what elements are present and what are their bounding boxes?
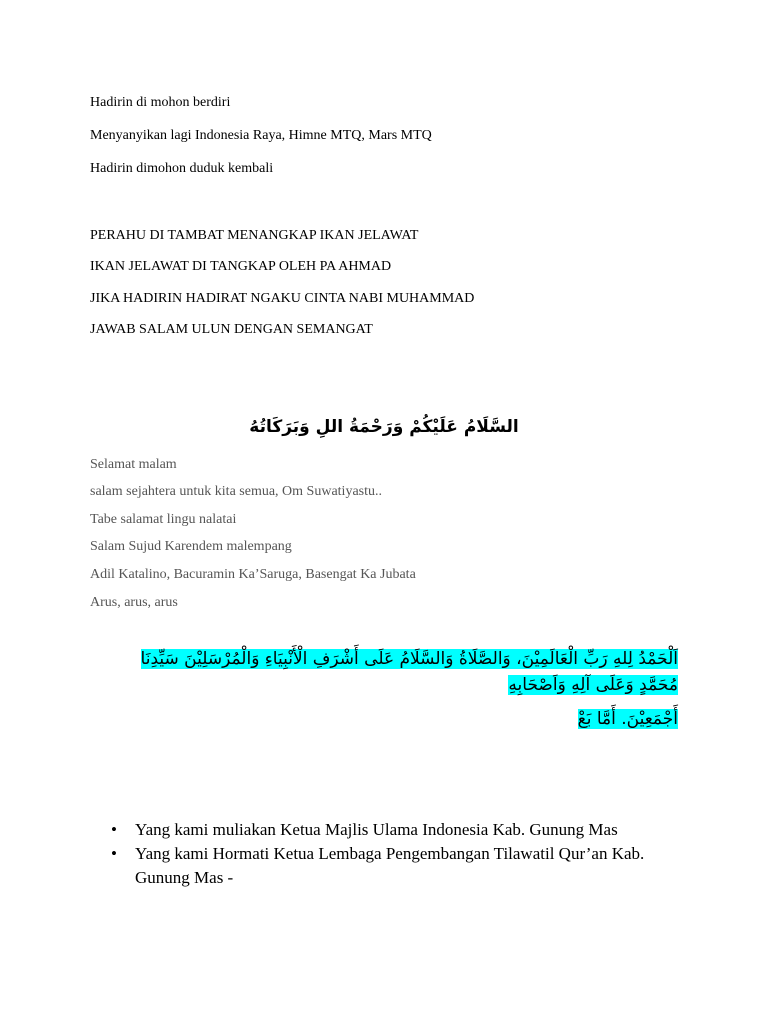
- list-item: [90, 818, 690, 842]
- bullet-icon: •: [111, 844, 117, 863]
- pantun-line-2: IKAN JELAWAT DI TANGKAP OLEH PA AHMAD: [90, 259, 392, 274]
- intro-line-stand: Hadirin di mohon berdiri: [90, 95, 231, 110]
- salam-arabic: السَّلَامُ عَلَيْكُمْ وَرَحْمَةُ اللِ وَبَرَكَاتُهُ: [249, 417, 519, 437]
- greeting-line-1: Selamat malam: [90, 457, 177, 472]
- hamdalah-text-2: مُحَمَّدٍ وَعَلَى آلِهِ وَاَصْحَابِهِ: [508, 675, 678, 695]
- pantun-line-4: JAWAB SALAM ULUN DENGAN SEMANGAT: [90, 322, 373, 337]
- bullet-icon: •: [111, 820, 117, 839]
- hamdalah-line-2: [508, 672, 678, 698]
- list-item-text: Yang kami muliakan Ketua Majlis Ulama Indonesia Kab. Gunung Mas: [135, 820, 618, 839]
- pantun-line-3: JIKA HADIRIN HADIRAT NGAKU CINTA NABI MUHAMMAD: [90, 291, 475, 306]
- acknowledgement-list: [90, 818, 690, 890]
- greeting-line-4: Salam Sujud Karendem malempang: [90, 539, 292, 554]
- greeting-line-6: Arus, arus, arus: [90, 595, 178, 610]
- greeting-line-3: Tabe salamat lingu nalatai: [90, 512, 237, 527]
- hamdalah-text-1: اَلْحَمْدُ لِلهِ رَبِّ الْعَالَمِيْنَ، وَالصَّلَاةُ وَالسَّلَامُ عَلَى أَشْرَفِ الْأَنْبِيَاءِ وَالْمُرْسَلِيْنَ سَيِّدِنَا: [140, 649, 678, 669]
- list-item-text: Yang kami Hormati Ketua Lembaga Pengembangan Tilawatil Qur’an Kab. Gunung Mas -: [135, 844, 645, 887]
- greeting-line-5: Adil Katalino, Bacuramin Ka’Saruga, Basengat Ka Jubata: [90, 567, 416, 582]
- intro-line-songs: Menyanyikan lagi Indonesia Raya, Himne MTQ, Mars MTQ: [90, 128, 432, 143]
- pantun-line-1: PERAHU DI TAMBAT MENANGKAP IKAN JELAWAT: [90, 228, 419, 243]
- intro-line-sit: Hadirin dimohon duduk kembali: [90, 161, 274, 176]
- hamdalah-text-3: أَجْمَعِيْنَ. أَمَّا بَعْ: [577, 709, 678, 729]
- hamdalah-line-1: [141, 646, 678, 672]
- list-item: [90, 842, 690, 890]
- greeting-line-2: salam sejahtera untuk kita semua, Om Suwatiyastu..: [90, 484, 382, 499]
- hamdalah-line-3: [578, 706, 678, 732]
